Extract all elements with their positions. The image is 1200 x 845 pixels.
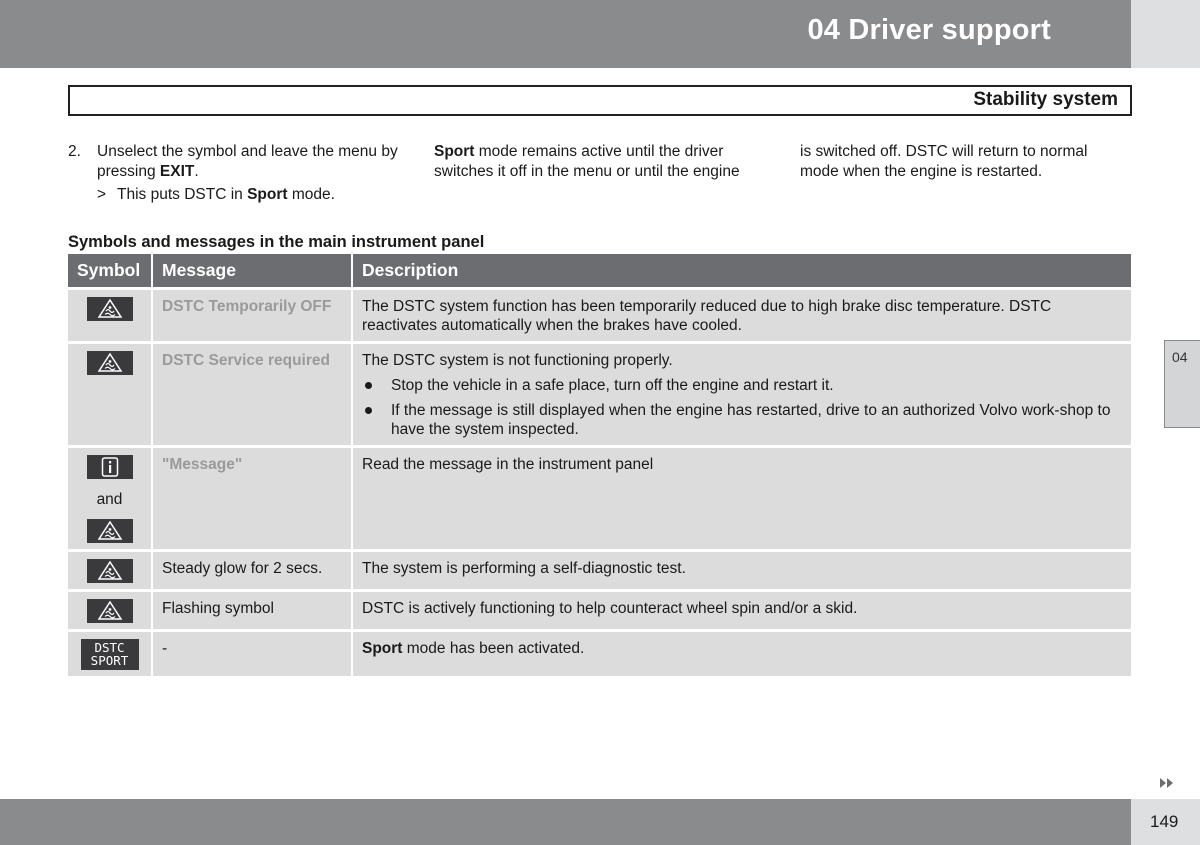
- badge-line-1: DSTC: [94, 640, 125, 655]
- description-cell: Read the message in the instrument panel: [352, 447, 1131, 551]
- side-tab-label: 04: [1172, 349, 1188, 365]
- table-row: [68, 447, 1131, 551]
- intro-column-2: [434, 142, 779, 182]
- symbol-cell: [68, 289, 152, 343]
- result-text: This puts DSTC in: [117, 186, 248, 203]
- header-description: Description: [352, 254, 1131, 289]
- col2-text: mode remains active until the driver switches it off in the menu or until the engine: [434, 143, 740, 180]
- step-number: 2.: [68, 143, 81, 160]
- message-cell: DSTC Service required: [152, 343, 352, 447]
- messages-table: [68, 254, 1131, 676]
- double-arrow-right-icon[interactable]: [1158, 777, 1176, 789]
- description-text: mode has been activated.: [402, 640, 585, 657]
- page-number: 149: [1150, 812, 1179, 831]
- section-title: Stability system: [973, 89, 1118, 110]
- col2-sport: Sport: [434, 143, 475, 160]
- dstc-skid-icon: [87, 599, 133, 623]
- table-row: [68, 631, 1131, 677]
- table-row: [68, 289, 1131, 343]
- header-message: Message: [152, 254, 352, 289]
- table-row: [68, 343, 1131, 447]
- step-2: [68, 142, 408, 182]
- dstc-skid-icon: [87, 519, 133, 543]
- exit-label: EXIT: [159, 163, 195, 180]
- message-cell: "Message": [152, 447, 352, 551]
- header-band: [0, 0, 1131, 68]
- dstc-skid-icon: [87, 559, 133, 583]
- bullet-list: [362, 376, 1122, 439]
- bullet-item: Stop the vehicle in a safe place, turn off the engine and restart it.: [362, 376, 1122, 395]
- and-label: and: [96, 491, 123, 508]
- dstc-skid-icon: [87, 351, 133, 375]
- description-cell: [352, 343, 1131, 447]
- message-cell: DSTC Temporarily OFF: [152, 289, 352, 343]
- description-cell: The DSTC system function has been temporarily reduced due to high brake disc temperature. DSTC reactivates automatically when the brakes have cooled.: [352, 289, 1131, 343]
- description-sport: Sport: [362, 640, 403, 657]
- message-cell: Flashing symbol: [152, 591, 352, 631]
- step-text-end: .: [194, 163, 199, 180]
- result-text-end: mode.: [287, 186, 335, 203]
- section-header-box: [68, 85, 1132, 116]
- symbol-cell: [68, 447, 152, 551]
- chapter-title: 04 Driver support: [807, 14, 1051, 46]
- result-marker: >: [97, 186, 107, 203]
- description-text: The DSTC system is not functioning properly.: [362, 352, 673, 369]
- description-cell: The system is performing a self-diagnostic test.: [352, 551, 1131, 591]
- symbol-cell: [68, 631, 152, 677]
- table-header-row: [68, 254, 1131, 289]
- intro-column-1: [68, 142, 408, 205]
- table-row: [68, 551, 1131, 591]
- step-text: Unselect the symbol and leave the menu by pressing: [97, 143, 398, 180]
- symbol-cell: [68, 551, 152, 591]
- dstc-sport-badge: [81, 639, 139, 670]
- message-cell: Steady glow for 2 secs.: [152, 551, 352, 591]
- information-icon: [87, 455, 133, 479]
- message-cell: -: [152, 631, 352, 677]
- intro-column-3: is switched off. DSTC will return to normal mode when the engine is restarted.: [800, 143, 1088, 180]
- symbol-cell: [68, 591, 152, 631]
- result-sport: Sport: [247, 186, 288, 203]
- chapter-side-tab[interactable]: [1164, 340, 1200, 428]
- dstc-skid-icon: [87, 297, 133, 321]
- bullet-item: If the message is still displayed when the engine has restarted, drive to an authorized Volvo work-shop to have the system inspected.: [362, 401, 1122, 439]
- badge-line-2: SPORT: [90, 653, 129, 668]
- description-cell: [352, 631, 1131, 677]
- header-corner: [1131, 0, 1200, 68]
- header-symbol: Symbol: [68, 254, 152, 289]
- footer-band: [0, 799, 1131, 845]
- description-cell: DSTC is actively functioning to help counteract wheel spin and/or a skid.: [352, 591, 1131, 631]
- table-row: [68, 591, 1131, 631]
- table-title: Symbols and messages in the main instrument panel: [68, 233, 485, 251]
- step-result: [68, 185, 408, 205]
- symbol-cell: [68, 343, 152, 447]
